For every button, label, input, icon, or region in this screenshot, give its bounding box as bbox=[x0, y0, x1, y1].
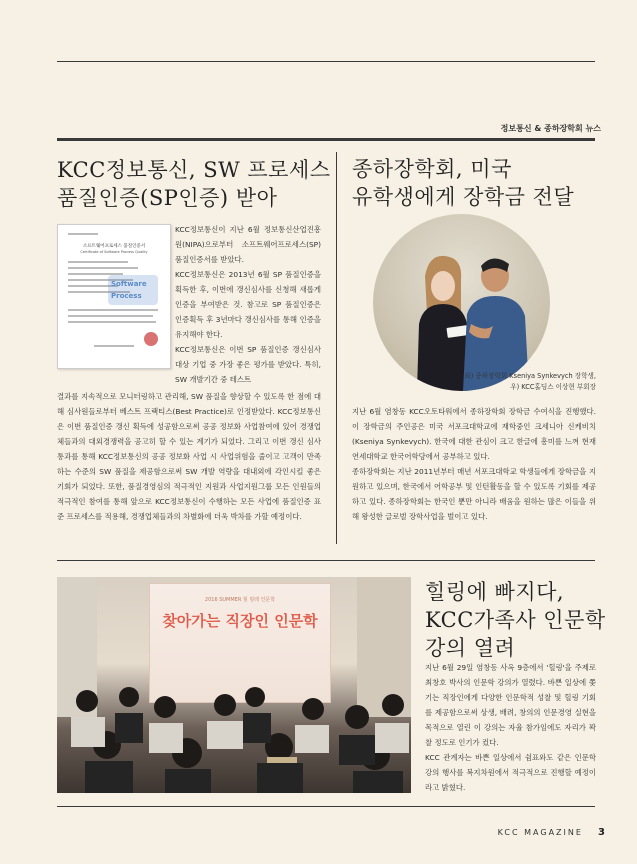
article1-headline-line2: 품질인증(SP인증) 받아 bbox=[57, 186, 278, 210]
cert-text-line bbox=[68, 315, 153, 317]
banner-small-text: 2016 SUMMER 힐 릴레 인문학 bbox=[204, 597, 276, 603]
article2-headline-line2: 유학생에게 장학금 전달 bbox=[352, 185, 575, 209]
mid-rule bbox=[57, 560, 595, 561]
certificate-image bbox=[57, 224, 171, 369]
article3-headline-line3: 강의 열려 bbox=[425, 636, 516, 660]
footer-magazine-name: KCC MAGAZINE bbox=[497, 828, 583, 837]
cert-text-line bbox=[68, 321, 156, 323]
article2-para-1: 지난 6월 염창동 KCC오토타워에서 종하장학회 장학금 수여식을 진행했다. 이 장학금의 주인공은 미국 서포크대학교에 재학중인 크세니아 신케비치(Kseniya Synkevych). 한국에 대한 관심이 크고 한글에 흥미를 느껴 현재 연세대학교 한국어학당에서 공부하고 있다. bbox=[352, 407, 596, 461]
article3-headline-line1: 힐링에 빠지다, bbox=[425, 580, 565, 604]
cert-watermark: Software Process bbox=[108, 275, 158, 305]
article3-text bbox=[425, 660, 596, 795]
article1-headline-line1: KCC정보통신, SW 프로세스 bbox=[57, 158, 331, 182]
banner-title: 찾아가는 직장인 인문학 bbox=[162, 612, 318, 630]
cert-title: 소프트웨어프로세스 품질인증서 bbox=[82, 244, 146, 249]
page-number: 3 bbox=[598, 827, 605, 838]
cert-seal bbox=[144, 332, 158, 346]
article2-para-2: 종하장학회는 지난 2011년부터 매년 서포크대학교 학생들에게 장학금을 지원하고 있으며, 한국에서 어학공부 및 인턴활동을 할 수 있도록 기회를 제공하고 있다. 종하장학회는 한국인 뿐만 아니라 배움을 원하는 많은 이들을 위해 왕성한 글로벌 장학사업을 벌이고 있다. bbox=[352, 467, 596, 521]
section-label: 정보통신 & 종하장학회 뉴스 bbox=[500, 124, 601, 133]
article2-headline-line1: 종하장학회, 미국 bbox=[352, 157, 512, 181]
scholarship-photo-figures bbox=[373, 214, 550, 391]
cert-text-line bbox=[68, 267, 138, 269]
footer bbox=[498, 820, 605, 839]
top-rule bbox=[57, 61, 595, 62]
article1-headline bbox=[57, 156, 331, 212]
footer-rule bbox=[57, 806, 595, 807]
article1-para-1: KCC정보통신이 지난 6월 정보통신산업진흥원(NIPA)으로부터 소프트웨어프로세스(SP) 품질인증서를 받았다. bbox=[175, 225, 321, 264]
cert-text-line bbox=[94, 345, 134, 347]
article3-para-1: 지난 6월 29일 염창동 사옥 9층에서 '힐링'을 주제로 최창호 박사의 인문학 강의가 열렸다. 바쁜 일상에 쫓기는 직장인에게 다양한 인문학적 성찰 및 힐링 기회를 제공함으로써 상생, 배려, 창의의 인문경영 실현을 목적으로 열린 이 강의는 자율 참가임에도 자리가 꽉 찰 정도로 인기가 컸다. bbox=[425, 663, 596, 747]
scholarship-photo bbox=[373, 214, 550, 391]
article3-para-2: KCC 관계자는 바쁜 일상에서 쉼표와도 같은 인문학 강의 행사를 복지차원에서 적극적으로 진행할 예정이라고 밝혔다. bbox=[425, 753, 596, 792]
article1-wide-text bbox=[57, 389, 321, 524]
scholarship-photo-caption bbox=[420, 371, 596, 393]
header-thick-rule bbox=[57, 138, 595, 141]
lecture-audience bbox=[57, 577, 411, 793]
article2-text bbox=[352, 404, 596, 524]
cert-text-line bbox=[68, 309, 158, 311]
article1-narrow-text bbox=[175, 222, 321, 387]
article2-headline bbox=[352, 155, 574, 211]
cert-header-line bbox=[68, 233, 98, 235]
article1-para-3: KCC정보통신은 이번 SP 품질인증 갱신심사 대상 기업 중 가장 좋은 평가를 받았다. 특히, SW 개발기간 중 테스트 bbox=[175, 345, 321, 384]
column-divider bbox=[336, 152, 337, 544]
article1-para-2: KCC정보통신은 2013년 6월 SP 품질인증을 획득한 후, 이번에 갱신심사를 신청해 새롭게 인증을 부여받은 것. 참고로 SP 품질인증은 인증획득 후 3년마다 갱신심사를 통해 인증을 유지해야 한다. bbox=[175, 270, 321, 339]
caption-line1: 좌) 종하장학회 Kseniya Synkevych 장학생, bbox=[464, 372, 596, 380]
cert-text-line bbox=[68, 261, 128, 263]
article3-headline-line2: KCC가족사 인문학 bbox=[425, 608, 606, 632]
article3-headline bbox=[425, 578, 606, 662]
caption-line2: 우) KCC홀딩스 이상현 부회장 bbox=[510, 383, 596, 391]
article1-para-4: 결과를 지속적으로 모니터링하고 관리해, SW 품질을 향상할 수 있도록 한 점에 대해 심사원들로부터 베스트 프랙티스(Best Practice)로 인정받았다. KCC정보통신은 이번 품질인증 갱신 획득에 성공함으로써 공공 정보화 사업참여에 있어 경쟁업체들과의 대외경쟁력을 공고히 할 수 있는 계기가 되었다. 그리고 이번 갱신 심사 통과를 통해 KCC정보통신의 공공 정보화 사업 시 사업위험을 줄이고 고객이 만족하는 수준의 SW 품질을 제공함으로써 SW 개발 역량을 대내외에 각인시킬 좋은 기회가 되었다. 또한, 품질경영심의 적극적인 지원과 사업지원그룹 모든 인원들의 적극적인 참여를 통해 앞으로 KCC정보통신이 수행하는 모든 사업에 품질인증 표준 프로세스를 적용해, 경쟁업체들과의 차별화에 더욱 박차를 가할 예정이다. bbox=[57, 392, 321, 521]
cert-subtitle: Certificate of Software Process Quality bbox=[80, 250, 148, 254]
lecture-photo bbox=[57, 577, 411, 793]
